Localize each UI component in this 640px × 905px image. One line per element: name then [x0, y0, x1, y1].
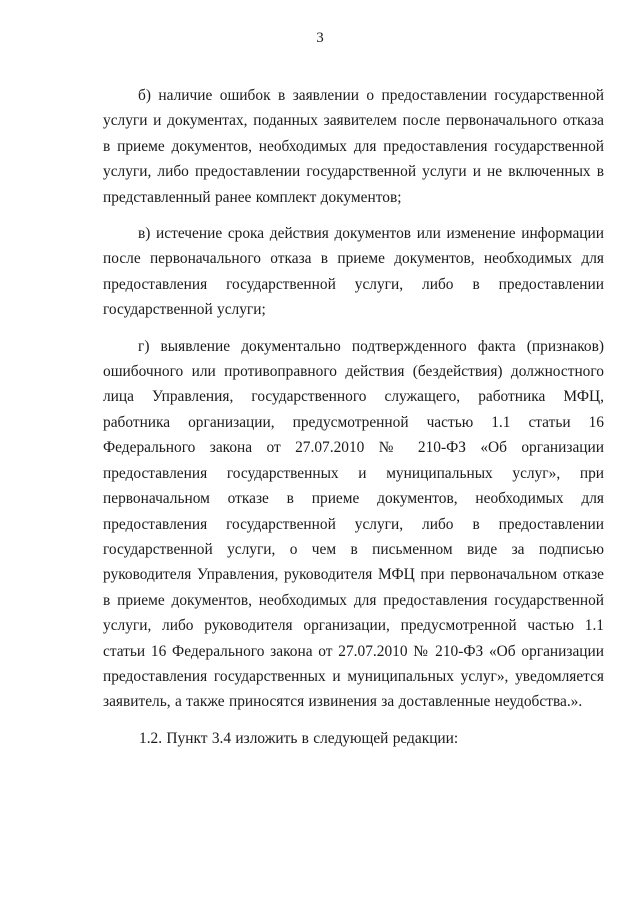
- paragraph-g: г) выявление документально подтвержденного факта (признаков) ошибочного или противоправного действия (бездействия) должностного лица Управления, государственного служащего, работника МФЦ, работника организации, предусмотренной частью 1.1 статьи 16 Федерального закона от 27.07.2010 № 210-ФЗ «Об организации предоставления государственных и муниципальных услуг», при первоначальном отказе в приеме документов, необходимых для предоставления государственной услуги, либо в предоставлении государственной услуги, о чем в письменном виде за подписью руководителя Управления, руководителя МФЦ при первоначальном отказе в приеме документов, необходимых для предоставления государственной услуги, либо руководителя организации, предусмотренной частью 1.1 статьи 16 Федерального закона от 27.07.2010 № 210-ФЗ «Об организации предоставления государственных и муниципальных услуг», уведомляется заявитель, а также приносятся извинения за доставленные неудобства.».: [103, 337, 604, 711]
- paragraph-b: б) наличие ошибок в заявлении о предоставлении государственной услуги и документах, поданных заявителем после первоначального отказа в приеме документов, необходимых для предоставления государственной услуги, либо предоставлении государственной услуги и не включенных в представленный ранее комплект документов;: [103, 87, 604, 206]
- paragraph-item-1-2: 1.2. Пункт 3.4 изложить в следующей редакции:: [139, 729, 459, 747]
- paragraph-v: в) истечение срока действия документов или изменение информации после первоначального отказа в приеме документов, необходимых для предоставления государственной услуги, либо в предоставлении государственной услуги;: [103, 225, 604, 319]
- page-number: 3: [316, 30, 324, 46]
- document-body: [103, 83, 604, 751]
